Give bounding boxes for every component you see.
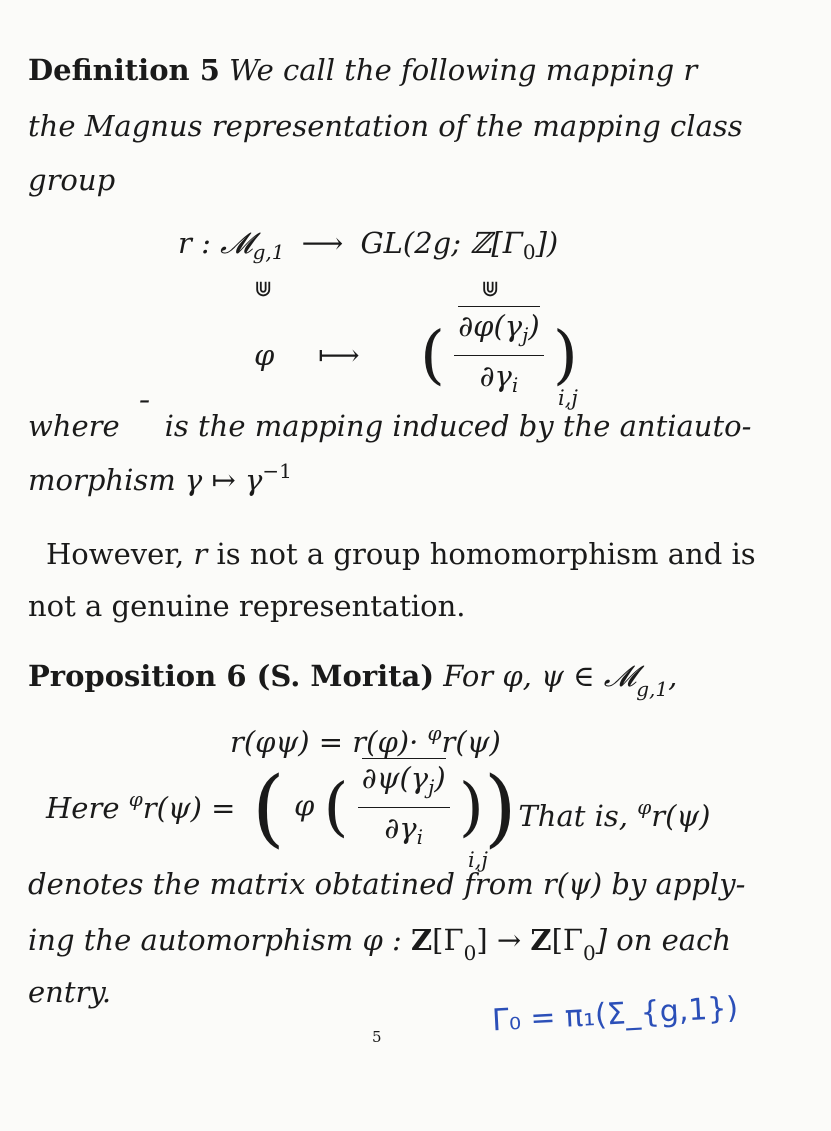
proposition-heading: Proposition 6 (S. Morita): [28, 659, 435, 693]
remark-line-2: not a genuine representation.: [28, 589, 466, 623]
definition-heading: Definition 5: [28, 53, 220, 87]
definition-line-1: [28, 52, 697, 88]
map-arrow: ⟶: [301, 226, 344, 260]
proposition-line-4: ing the automorphism φ : $Z[\Gamma_0] \to Z[\Gamma_0]$ on each: [28, 923, 731, 965]
partial-fraction: $\frac{\partial\varphi(\gamma_j)}{\partial\gamma_i}$: [454, 308, 543, 403]
map-phi: φ: [254, 338, 275, 372]
page-number: 5: [372, 1028, 382, 1046]
here-index: i,j: [468, 848, 488, 872]
map-domain-sub: g,1: [252, 240, 285, 264]
definition-text-1: We call the following mapping r: [229, 53, 698, 87]
map-domain: 𝓜: [220, 226, 253, 260]
member-symbol-2: ⋓: [481, 277, 500, 302]
proposition-formula: r(φψ) = r(φ)· $^\varphi$r(ψ): [230, 721, 501, 759]
here-matrix: ( φ ( $\frac{\partial\psi(\gamma_j)}{\partial\gamma_i}$ )): [252, 758, 517, 857]
where-line-1: where ¯ is the mapping induced by the antiauto-: [28, 395, 752, 443]
fraction-numerator: ∂φ(γ: [458, 309, 523, 343]
definition-line-3: group: [28, 163, 116, 197]
matrix-index: i,j: [558, 386, 578, 410]
map-codomain-sub: 0: [522, 240, 536, 264]
here-fraction: $\frac{\partial\psi(\gamma_j)}{\partial\gamma_i}$: [358, 760, 450, 855]
handwritten-note: Γ₀ = π₁(Σ_{g,1}): [491, 990, 739, 1039]
map-mapsto: ⟼: [318, 338, 360, 372]
that-is-text: . That is, $^\varphi$r(ψ): [500, 795, 711, 833]
member-symbol-1: ⋓: [254, 277, 273, 302]
here-line: Here $^\varphi$r(ψ) =: [46, 787, 236, 825]
bar-symbol: ¯: [134, 395, 150, 429]
proposition-line-5: entry.: [28, 975, 112, 1009]
definition-line-2: the Magnus representation of the mapping class: [28, 109, 743, 143]
proposition-line-1: Proposition 6 (S. Morita) For φ, ψ ∈ 𝓜$_{g,1}$,: [28, 659, 678, 701]
remark-line-1: However, r is not a group homomorphism and is: [46, 537, 756, 571]
map-codomain-end: ]): [535, 226, 559, 260]
map-r: r :: [178, 226, 211, 260]
proposition-line-3: denotes the matrix obtatined from r(ψ) by apply-: [28, 867, 746, 901]
map-codomain: GL(2g; ℤ[Γ: [360, 226, 523, 260]
map-signature: [178, 225, 558, 270]
where-line-2: morphism γ ↦ $\gamma^{-1}$: [28, 459, 292, 497]
map-matrix: ( $\frac{\partial\varphi(\gamma_j)}{\partial\gamma_i}$ ): [420, 308, 578, 403]
fraction-denominator: ∂γ: [479, 359, 512, 393]
